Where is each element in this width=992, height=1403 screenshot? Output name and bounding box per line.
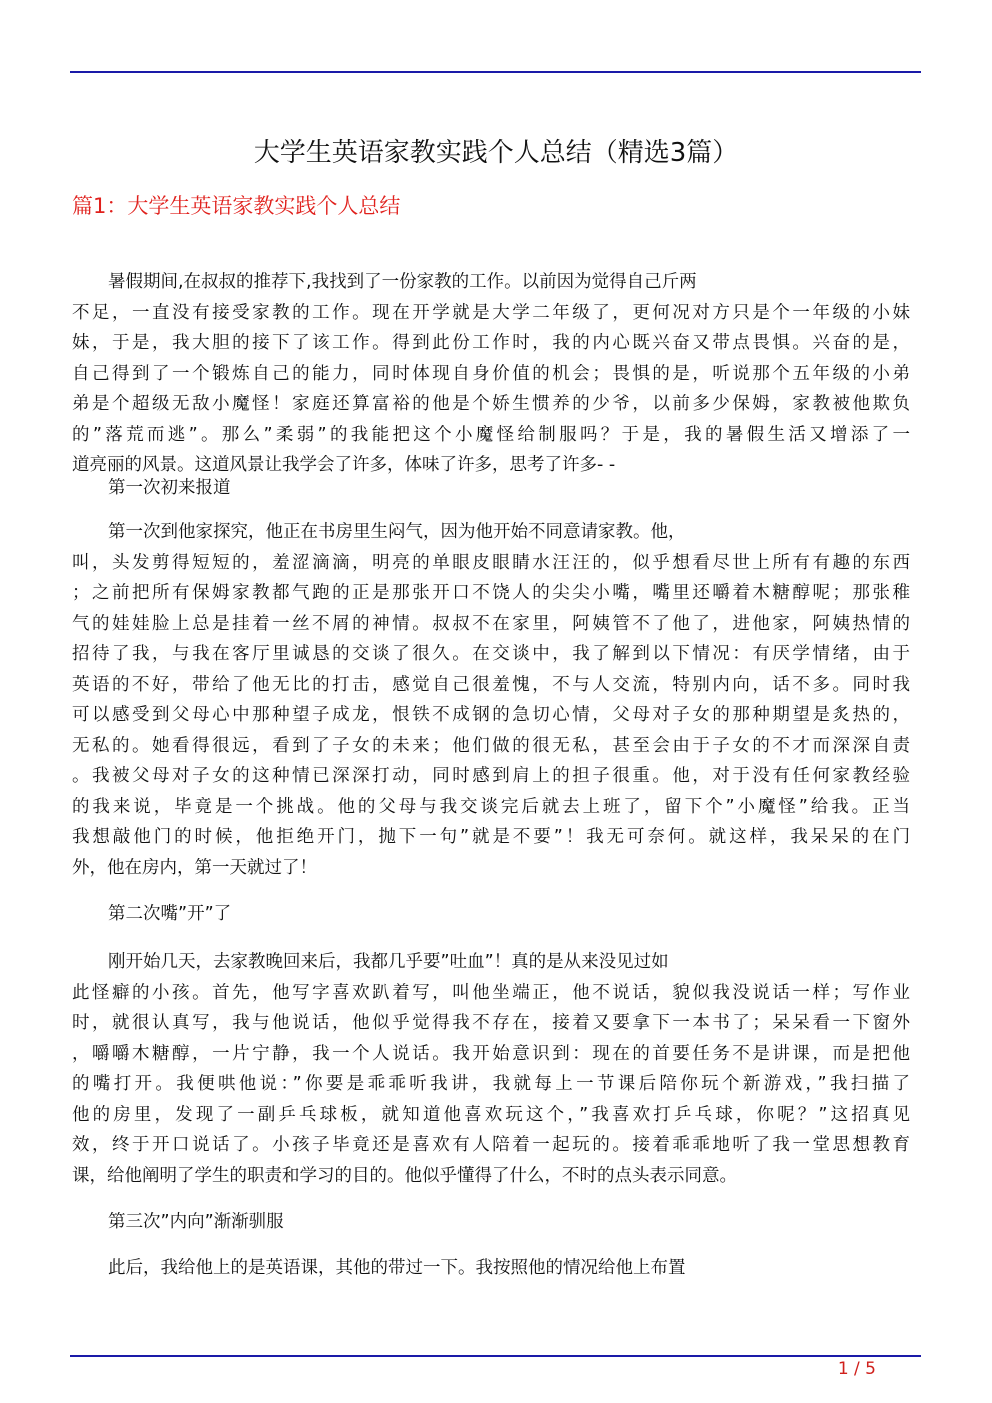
text-line: 气的娃娃脸上总是挂着一丝不屑的神情。叔叔不在家里，阿姨管不了他了，进他家，阿姨热情的 bbox=[72, 613, 910, 634]
paragraph-1 bbox=[72, 267, 910, 481]
footer-rule bbox=[70, 1355, 921, 1357]
text-line: 时，就很认真写，我与他说话，他似乎觉得我不存在，接着又要拿下一本书了；呆呆看一下窗外 bbox=[72, 1013, 910, 1033]
text-line: 此后，我给他上的是英语课，其他的带过一下。我按照他的情况给他上布置 bbox=[108, 1258, 686, 1278]
page-number: 1 / 5 bbox=[837, 1359, 876, 1379]
header-rule bbox=[70, 71, 921, 73]
text-line: 课，给他阐明了学生的职责和学习的目的。他似乎懂得了什么，不时的点头表示同意。 bbox=[72, 1165, 737, 1186]
text-line: ，嚼嚼木糖醇，一片宁静，我一个人说话。我开始意识到：现在的首要任务不是讲课，而是把他 bbox=[72, 1043, 910, 1064]
text-line: 自己得到了一个锻炼自己的能力，同时体现自身价值的机会；畏惧的是，听说那个五年级的小弟 bbox=[72, 363, 910, 384]
text-line: 的”落荒而逃”。那么”柔弱”的我能把这个小魔怪给制服吗？于是，我的暑假生活又增添了一 bbox=[72, 424, 910, 445]
document-title: 大学生英语家教实践个人总结（精选3篇） bbox=[253, 138, 739, 168]
text-line: 他的房里，发现了一副乒乓球板，就知道他喜欢玩这个，”我喜欢打乒乓球，你呢？”这招真见 bbox=[72, 1104, 910, 1125]
text-line: 叫，头发剪得短短的，羞涩滴滴，明亮的单眼皮眼睛水汪汪的，似乎想看尽世上所有有趣的东西 bbox=[72, 552, 910, 573]
text-line: 刚开始几天，去家教晚回来后，我都几乎要”吐血”！真的是从来没见过如 bbox=[108, 952, 669, 972]
text-line: 妹，于是，我大胆的接下了该工作。得到此份工作时，我的内心既兴奋又带点畏惧。兴奋的是， bbox=[72, 333, 910, 353]
subheading-1: 第一次初来报道 bbox=[108, 478, 231, 498]
text-line: 外，他在房内，第一天就过了！ bbox=[72, 857, 317, 878]
text-line: 。我被父母对子女的这种情已深深打动，同时感到肩上的担子很重。他，对于没有任何家教经验 bbox=[72, 766, 910, 786]
text-line: 不足，一直没有接受家教的工作。现在开学就是大学二年级了，更何况对方只是个一年级的小妹 bbox=[72, 302, 910, 323]
text-line: 第一次到他家探究，他正在书房里生闷气，因为他开始不同意请家教。他， bbox=[108, 522, 686, 542]
text-line: 暑假期间,在叔叔的推荐下,我找到了一份家教的工作。以前因为觉得自己斤两 bbox=[108, 272, 697, 292]
text-line: 可以感受到父母心中那种望子成龙，恨铁不成钢的急切心情，父母对子女的那种期望是炙热的， bbox=[72, 705, 910, 725]
text-line: 效，终于开口说话了。小孩子毕竟还是喜欢有人陪着一起玩的。接着乖乖地听了我一堂思想教育 bbox=[72, 1135, 910, 1155]
subheading-2: 第二次嘴”开”了 bbox=[108, 904, 232, 924]
text-line: 弟是个超级无敌小魔怪！家庭还算富裕的他是个娇生惯养的少爷，以前多少保姆，家教被他欺负 bbox=[72, 394, 910, 414]
subheading-3: 第三次”内向”渐渐驯服 bbox=[108, 1212, 284, 1232]
text-line: 招待了我，与我在客厅里诚恳的交谈了很久。在交谈中，我了解到以下情况：有厌学情绪，由于 bbox=[72, 644, 910, 664]
text-line: 此怪癖的小孩。首先，他写字喜欢趴着写，叫他坐端正，他不说话，貌似我没说话一样；写作业 bbox=[72, 982, 910, 1003]
text-line: ；之前把所有保姆家教都气跑的正是那张开口不饶人的尖尖小嘴，嘴里还嚼着木糖醇呢；那张稚 bbox=[72, 583, 910, 603]
text-line: 我想敲他门的时候，他拒绝开门，抛下一句”就是不要”！我无可奈何。就这样，我呆呆的在门 bbox=[72, 827, 910, 847]
text-line: 英语的不好，带给了他无比的打击，感觉自己很羞愧，不与人交流，特别内向，话不多。同时我 bbox=[72, 674, 910, 695]
section-heading: 篇1：大学生英语家教实践个人总结 bbox=[72, 194, 401, 218]
text-line: 的我来说，毕竟是一个挑战。他的父母与我交谈完后就去上班了，留下个”小魔怪”给我。正当 bbox=[72, 796, 910, 817]
text-line: 道亮丽的风景。这道风景让我学会了许多，体味了许多，思考了许多- - bbox=[72, 455, 616, 475]
paragraph-2 bbox=[72, 517, 910, 883]
text-line: 的嘴打开。我便哄他说：”你要是乖乖听我讲，我就每上一节课后陪你玩个新游戏，”我扫描了 bbox=[72, 1074, 910, 1094]
text-line: 无私的。她看得很远，看到了子女的未来；他们做的很无私，甚至会由于子女的不才而深深自责 bbox=[72, 735, 910, 756]
paragraph-4 bbox=[72, 1253, 910, 1284]
paragraph-3 bbox=[72, 947, 910, 1191]
